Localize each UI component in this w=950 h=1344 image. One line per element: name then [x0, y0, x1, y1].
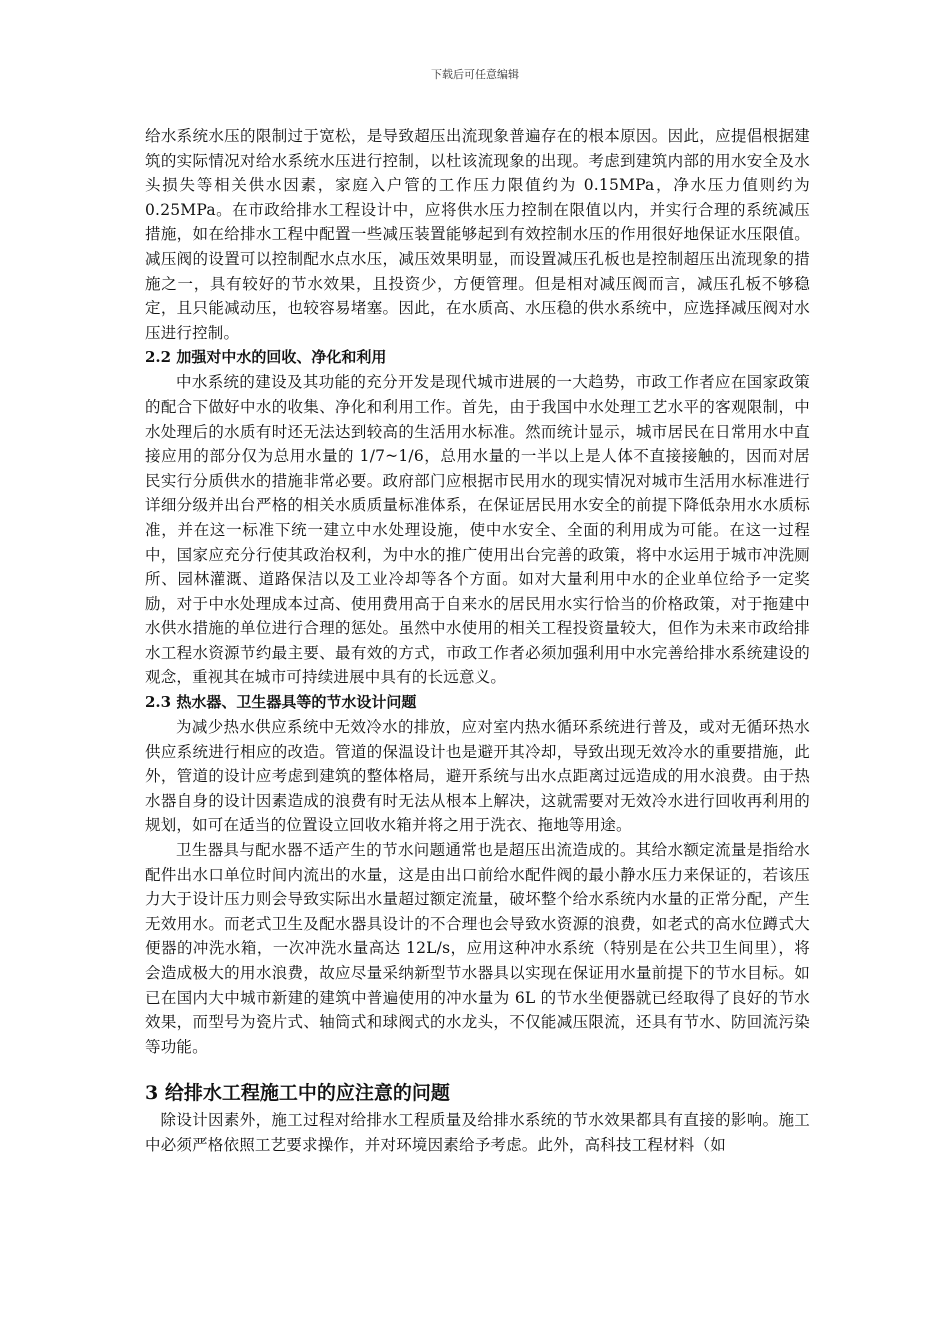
paragraph-construction: 除设计因素外，施工过程对给排水工程质量及给排水系统的节水效果都具有直接的影响。施工中必须严格依照工艺要求操作，并对环境因素给予考虑。此外，高科技工程材料（如 [145, 1111, 810, 1154]
heading-2-2: 2.2 加强对中水的回收、净化和利用 [145, 348, 387, 367]
paragraph-reclaimed-water: 中水系统的建设及其功能的充分开发是现代城市进展的一大趋势，市政工作者应在国家政策的配合下做好中水的收集、净化和利用工作。首先，由于我国中水处理工艺水平的客观限制，中水处理后的水质有时还无法达到较高的生活用水标准。然而统计显示，城市居民在日常用水中直接应用的部分仅为总用水量的 1/7~1/6，总用水量的一半以上是人体不直接接触的，因而对居民实行分质供水的措施非常必要。政府部门应根据市民用水的现实情况对城市生活用水标准进行详细分级并出台严格的相关水质质量标准体系，在保证居民用水安全的前提下降低杂用水水质标准，并在这一标准下统一建立中水处理设施，使中水安全、全面的利用成为可能。在这一过程中，国家应充分行使其政治权利，为中水的推广使用出台完善的政策，将中水运用于城市冲洗厕所、园林灌溉、道路保洁以及工业冷却等各个方面。如对大量利用中水的企业单位给予一定奖励，对于中水处理成本过高、使用费用高于自来水的居民用水实行恰当的价格政策，对于拖建中水供水措施的单位进行合理的惩处。虽然中水使用的相关工程投资量较大，但作为未来市政给排水工程水资源节约最主要、最有效的方式，市政工作者必须加强利用中水完善给排水系统建设的观念，重视其在城市可持续进展中具有的长远意义。 [145, 373, 810, 687]
page-header: 下载后可任意编辑 [431, 68, 519, 81]
paragraph-water-pressure: 给水系统水压的限制过于宽松，是导致超压出流现象普遍存在的根本原因。因此，应提倡根据建筑的实际情况对给水系统水压进行控制，以杜该流现象的出现。考虑到建筑内部的用水安全及水头损失等相关供水因素，家庭入户管的工作压力限值约为 0.15MPa，净水压力值则约为 0.25MPa。在市政给排水工程设计中，应将供水压力控制在限值以内，并实行合理的系统减压措施，如在给排水工程中配置一些减压装置能够起到有效控制水压的作用很好地保证水压限值。减压阀的设置可以控制配水点水压，减压效果明显，而设置减压孔板也是控制超压出流现象的措施之一，具有较好的节水效果，且投资少，方便管理。但是相对减压阀而言，减压孔板不够稳定，且只能减动压，也较容易堵塞。因此，在水质高、水压稳的供水系统中，应选择减压阀对水压进行控制。 [145, 127, 810, 342]
heading-2-3: 2.3 热水器、卫生器具等的节水设计问题 [145, 693, 417, 712]
paragraph-sanitary-fixtures: 卫生器具与配水器不适产生的节水问题通常也是超压出流造成的。其给水额定流量是指给水配件出水口单位时间内流出的水量，这是由出口前给水配件阀的最小静水压力来保证的，若该压力大于设计压力则会导致实际出水量超过额定流量，破坏整个给水系统内水量的正常分配，产生无效用水。而老式卫生及配水器具设计的不合理也会导致水资源的浪费，如老式的高水位蹲式大便器的冲洗水箱，一次冲洗水量高达 12L/s，应用这种冲水系统（特别是在公共卫生间里），将会造成极大的用水浪费，故应尽量采纳新型节水器具以实现在保证用水量前提下的节水目标。如已在国内大中城市新建的建筑中普遍使用的冲水量为 6L 的节水坐便器就已经取得了良好的节水效果，而型号为瓷片式、轴筒式和球阀式的水龙头，不仅能减压限流，还具有节水、防回流污染等功能。 [145, 841, 810, 1056]
heading-section-3: 3 给排水工程施工中的应注意的问题 [145, 1082, 450, 1105]
document-body [145, 124, 810, 1158]
paragraph-hot-water: 为减少热水供应系统中无效冷水的排放，应对室内热水循环系统进行普及，或对无循环热水供应系统进行相应的改造。管道的保温设计也是避开其冷却，导致出现无效冷水的重要措施，此外，管道的设计应考虑到建筑的整体格局，避开系统与出水点距离过远造成的用水浪费。由于热水器自身的设计因素造成的浪费有时无法从根本上解决，这就需要对无效冷水进行回收再利用的规划，如可在适当的位置设立回收水箱并将之用于洗衣、拖地等用途。 [145, 718, 810, 835]
